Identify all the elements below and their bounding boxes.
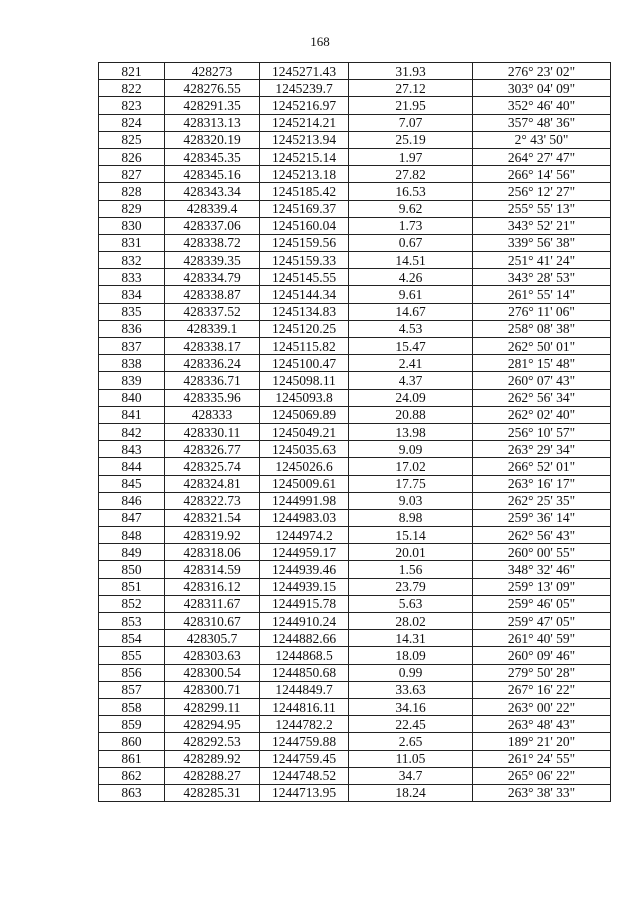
point-number-cell: 843 <box>99 441 165 458</box>
table-row <box>99 166 611 183</box>
distance-cell: 22.45 <box>349 716 473 733</box>
bearing-cell: 260° 07' 43" <box>473 372 611 389</box>
point-number-cell: 853 <box>99 613 165 630</box>
y-coordinate-cell: 1245009.61 <box>260 475 349 492</box>
distance-cell: 11.05 <box>349 750 473 767</box>
x-coordinate-cell: 428334.79 <box>165 269 260 286</box>
table-row <box>99 286 611 303</box>
y-coordinate-cell: 1245271.43 <box>260 63 349 80</box>
bearing-cell: 258° 08' 38" <box>473 320 611 337</box>
table-row <box>99 80 611 97</box>
table-row <box>99 338 611 355</box>
y-coordinate-cell: 1244816.11 <box>260 698 349 715</box>
distance-cell: 20.88 <box>349 406 473 423</box>
table-row <box>99 664 611 681</box>
bearing-cell: 189° 21' 20" <box>473 733 611 750</box>
x-coordinate-cell: 428336.71 <box>165 372 260 389</box>
bearing-cell: 276° 23' 02" <box>473 63 611 80</box>
table-row <box>99 578 611 595</box>
point-number-cell: 837 <box>99 338 165 355</box>
y-coordinate-cell: 1245160.04 <box>260 217 349 234</box>
distance-cell: 0.67 <box>349 234 473 251</box>
table-row <box>99 372 611 389</box>
y-coordinate-cell: 1244713.95 <box>260 784 349 801</box>
bearing-cell: 264° 27' 47" <box>473 148 611 165</box>
y-coordinate-cell: 1244850.68 <box>260 664 349 681</box>
table-row <box>99 423 611 440</box>
point-number-cell: 821 <box>99 63 165 80</box>
table-row <box>99 509 611 526</box>
x-coordinate-cell: 428336.24 <box>165 355 260 372</box>
table-row <box>99 200 611 217</box>
distance-cell: 34.7 <box>349 767 473 784</box>
table-row <box>99 750 611 767</box>
distance-cell: 17.75 <box>349 475 473 492</box>
table-row <box>99 148 611 165</box>
bearing-cell: 259° 36' 14" <box>473 509 611 526</box>
table-row <box>99 234 611 251</box>
y-coordinate-cell: 1244915.78 <box>260 595 349 612</box>
table-row <box>99 595 611 612</box>
x-coordinate-cell: 428325.74 <box>165 458 260 475</box>
x-coordinate-cell: 428339.4 <box>165 200 260 217</box>
distance-cell: 7.07 <box>349 114 473 131</box>
distance-cell: 24.09 <box>349 389 473 406</box>
bearing-cell: 259° 46' 05" <box>473 595 611 612</box>
x-coordinate-cell: 428288.27 <box>165 767 260 784</box>
y-coordinate-cell: 1245213.18 <box>260 166 349 183</box>
table-row <box>99 320 611 337</box>
x-coordinate-cell: 428343.34 <box>165 183 260 200</box>
bearing-cell: 261° 55' 14" <box>473 286 611 303</box>
distance-cell: 13.98 <box>349 423 473 440</box>
point-number-cell: 844 <box>99 458 165 475</box>
distance-cell: 16.53 <box>349 183 473 200</box>
distance-cell: 27.82 <box>349 166 473 183</box>
point-number-cell: 846 <box>99 492 165 509</box>
bearing-cell: 279° 50' 28" <box>473 664 611 681</box>
bearing-cell: 262° 50' 01" <box>473 338 611 355</box>
y-coordinate-cell: 1245169.37 <box>260 200 349 217</box>
distance-cell: 18.09 <box>349 647 473 664</box>
point-number-cell: 825 <box>99 131 165 148</box>
table-row <box>99 647 611 664</box>
distance-cell: 2.41 <box>349 355 473 372</box>
point-number-cell: 863 <box>99 784 165 801</box>
x-coordinate-cell: 428339.35 <box>165 252 260 269</box>
bearing-cell: 263° 48' 43" <box>473 716 611 733</box>
point-number-cell: 854 <box>99 630 165 647</box>
distance-cell: 9.09 <box>349 441 473 458</box>
table-row <box>99 63 611 80</box>
y-coordinate-cell: 1245159.33 <box>260 252 349 269</box>
y-coordinate-cell: 1245144.34 <box>260 286 349 303</box>
point-number-cell: 848 <box>99 527 165 544</box>
y-coordinate-cell: 1244983.03 <box>260 509 349 526</box>
table-body <box>99 63 611 802</box>
bearing-cell: 260° 09' 46" <box>473 647 611 664</box>
bearing-cell: 261° 24' 55" <box>473 750 611 767</box>
y-coordinate-cell: 1245134.83 <box>260 303 349 320</box>
bearing-cell: 263° 00' 22" <box>473 698 611 715</box>
x-coordinate-cell: 428330.11 <box>165 423 260 440</box>
distance-cell: 33.63 <box>349 681 473 698</box>
y-coordinate-cell: 1244910.24 <box>260 613 349 630</box>
table-row <box>99 784 611 801</box>
bearing-cell: 263° 38' 33" <box>473 784 611 801</box>
table-row <box>99 527 611 544</box>
bearing-cell: 262° 02' 40" <box>473 406 611 423</box>
point-number-cell: 849 <box>99 544 165 561</box>
y-coordinate-cell: 1245049.21 <box>260 423 349 440</box>
y-coordinate-cell: 1245145.55 <box>260 269 349 286</box>
x-coordinate-cell: 428310.67 <box>165 613 260 630</box>
x-coordinate-cell: 428294.95 <box>165 716 260 733</box>
bearing-cell: 256° 10' 57" <box>473 423 611 440</box>
point-number-cell: 839 <box>99 372 165 389</box>
distance-cell: 21.95 <box>349 97 473 114</box>
point-number-cell: 852 <box>99 595 165 612</box>
point-number-cell: 841 <box>99 406 165 423</box>
distance-cell: 27.12 <box>349 80 473 97</box>
distance-cell: 9.03 <box>349 492 473 509</box>
point-number-cell: 838 <box>99 355 165 372</box>
y-coordinate-cell: 1244748.52 <box>260 767 349 784</box>
bearing-cell: 255° 55' 13" <box>473 200 611 217</box>
point-number-cell: 859 <box>99 716 165 733</box>
distance-cell: 5.63 <box>349 595 473 612</box>
distance-cell: 1.56 <box>349 561 473 578</box>
table-row <box>99 406 611 423</box>
bearing-cell: 261° 40' 59" <box>473 630 611 647</box>
point-number-cell: 851 <box>99 578 165 595</box>
x-coordinate-cell: 428311.67 <box>165 595 260 612</box>
y-coordinate-cell: 1245035.63 <box>260 441 349 458</box>
table-row <box>99 252 611 269</box>
point-number-cell: 856 <box>99 664 165 681</box>
x-coordinate-cell: 428320.19 <box>165 131 260 148</box>
x-coordinate-cell: 428273 <box>165 63 260 80</box>
point-number-cell: 830 <box>99 217 165 234</box>
bearing-cell: 343° 52' 21" <box>473 217 611 234</box>
point-number-cell: 828 <box>99 183 165 200</box>
x-coordinate-cell: 428335.96 <box>165 389 260 406</box>
y-coordinate-cell: 1244782.2 <box>260 716 349 733</box>
x-coordinate-cell: 428300.54 <box>165 664 260 681</box>
y-coordinate-cell: 1245239.7 <box>260 80 349 97</box>
distance-cell: 23.79 <box>349 578 473 595</box>
table-row <box>99 131 611 148</box>
table-row <box>99 733 611 750</box>
distance-cell: 9.61 <box>349 286 473 303</box>
distance-cell: 25.19 <box>349 131 473 148</box>
table-row <box>99 355 611 372</box>
x-coordinate-cell: 428338.17 <box>165 338 260 355</box>
y-coordinate-cell: 1244849.7 <box>260 681 349 698</box>
bearing-cell: 266° 52' 01" <box>473 458 611 475</box>
bearing-cell: 263° 16' 17" <box>473 475 611 492</box>
distance-cell: 18.24 <box>349 784 473 801</box>
y-coordinate-cell: 1245215.14 <box>260 148 349 165</box>
x-coordinate-cell: 428322.73 <box>165 492 260 509</box>
x-coordinate-cell: 428345.35 <box>165 148 260 165</box>
bearing-cell: 259° 47' 05" <box>473 613 611 630</box>
bearing-cell: 276° 11' 06" <box>473 303 611 320</box>
y-coordinate-cell: 1244759.45 <box>260 750 349 767</box>
point-number-cell: 860 <box>99 733 165 750</box>
bearing-cell: 352° 46' 40" <box>473 97 611 114</box>
x-coordinate-cell: 428337.06 <box>165 217 260 234</box>
y-coordinate-cell: 1245098.11 <box>260 372 349 389</box>
y-coordinate-cell: 1245069.89 <box>260 406 349 423</box>
x-coordinate-cell: 428319.92 <box>165 527 260 544</box>
y-coordinate-cell: 1245120.25 <box>260 320 349 337</box>
point-number-cell: 826 <box>99 148 165 165</box>
point-number-cell: 862 <box>99 767 165 784</box>
table-row <box>99 269 611 286</box>
bearing-cell: 251° 41' 24" <box>473 252 611 269</box>
bearing-cell: 262° 56' 43" <box>473 527 611 544</box>
bearing-cell: 339° 56' 38" <box>473 234 611 251</box>
x-coordinate-cell: 428345.16 <box>165 166 260 183</box>
table-row <box>99 681 611 698</box>
y-coordinate-cell: 1244939.15 <box>260 578 349 595</box>
bearing-cell: 260° 00' 55" <box>473 544 611 561</box>
table-row <box>99 183 611 200</box>
y-coordinate-cell: 1244939.46 <box>260 561 349 578</box>
bearing-cell: 256° 12' 27" <box>473 183 611 200</box>
y-coordinate-cell: 1244882.66 <box>260 630 349 647</box>
x-coordinate-cell: 428326.77 <box>165 441 260 458</box>
bearing-cell: 266° 14' 56" <box>473 166 611 183</box>
x-coordinate-cell: 428324.81 <box>165 475 260 492</box>
point-number-cell: 834 <box>99 286 165 303</box>
point-number-cell: 858 <box>99 698 165 715</box>
distance-cell: 20.01 <box>349 544 473 561</box>
x-coordinate-cell: 428337.52 <box>165 303 260 320</box>
table-row <box>99 303 611 320</box>
table-row <box>99 114 611 131</box>
point-number-cell: 832 <box>99 252 165 269</box>
table-row <box>99 716 611 733</box>
distance-cell: 14.51 <box>349 252 473 269</box>
x-coordinate-cell: 428299.11 <box>165 698 260 715</box>
point-number-cell: 861 <box>99 750 165 767</box>
distance-cell: 14.67 <box>349 303 473 320</box>
point-number-cell: 842 <box>99 423 165 440</box>
distance-cell: 34.16 <box>349 698 473 715</box>
x-coordinate-cell: 428314.59 <box>165 561 260 578</box>
x-coordinate-cell: 428338.87 <box>165 286 260 303</box>
bearing-cell: 357° 48' 36" <box>473 114 611 131</box>
x-coordinate-cell: 428321.54 <box>165 509 260 526</box>
distance-cell: 31.93 <box>349 63 473 80</box>
y-coordinate-cell: 1245093.8 <box>260 389 349 406</box>
distance-cell: 9.62 <box>349 200 473 217</box>
point-number-cell: 829 <box>99 200 165 217</box>
bearing-cell: 343° 28' 53" <box>473 269 611 286</box>
x-coordinate-cell: 428338.72 <box>165 234 260 251</box>
point-number-cell: 855 <box>99 647 165 664</box>
page-number: 168 <box>310 34 330 49</box>
point-number-cell: 857 <box>99 681 165 698</box>
x-coordinate-cell: 428300.71 <box>165 681 260 698</box>
table-row <box>99 613 611 630</box>
y-coordinate-cell: 1245185.42 <box>260 183 349 200</box>
distance-cell: 15.47 <box>349 338 473 355</box>
table-row <box>99 389 611 406</box>
x-coordinate-cell: 428333 <box>165 406 260 423</box>
table-row <box>99 561 611 578</box>
x-coordinate-cell: 428318.06 <box>165 544 260 561</box>
point-number-cell: 823 <box>99 97 165 114</box>
table-row <box>99 441 611 458</box>
y-coordinate-cell: 1245159.56 <box>260 234 349 251</box>
distance-cell: 2.65 <box>349 733 473 750</box>
x-coordinate-cell: 428303.63 <box>165 647 260 664</box>
distance-cell: 8.98 <box>349 509 473 526</box>
y-coordinate-cell: 1245214.21 <box>260 114 349 131</box>
point-number-cell: 840 <box>99 389 165 406</box>
table-row <box>99 492 611 509</box>
table-row <box>99 630 611 647</box>
table-row <box>99 698 611 715</box>
bearing-cell: 265° 06' 22" <box>473 767 611 784</box>
bearing-cell: 303° 04' 09" <box>473 80 611 97</box>
y-coordinate-cell: 1244974.2 <box>260 527 349 544</box>
distance-cell: 0.99 <box>349 664 473 681</box>
x-coordinate-cell: 428305.7 <box>165 630 260 647</box>
y-coordinate-cell: 1245100.47 <box>260 355 349 372</box>
distance-cell: 4.26 <box>349 269 473 286</box>
x-coordinate-cell: 428276.55 <box>165 80 260 97</box>
point-number-cell: 827 <box>99 166 165 183</box>
y-coordinate-cell: 1245026.6 <box>260 458 349 475</box>
bearing-cell: 281° 15' 48" <box>473 355 611 372</box>
distance-cell: 4.37 <box>349 372 473 389</box>
bearing-cell: 259° 13' 09" <box>473 578 611 595</box>
x-coordinate-cell: 428285.31 <box>165 784 260 801</box>
x-coordinate-cell: 428313.13 <box>165 114 260 131</box>
distance-cell: 28.02 <box>349 613 473 630</box>
distance-cell: 17.02 <box>349 458 473 475</box>
distance-cell: 1.73 <box>349 217 473 234</box>
distance-cell: 15.14 <box>349 527 473 544</box>
bearing-cell: 263° 29' 34" <box>473 441 611 458</box>
x-coordinate-cell: 428316.12 <box>165 578 260 595</box>
table-row <box>99 97 611 114</box>
table-row <box>99 767 611 784</box>
point-number-cell: 835 <box>99 303 165 320</box>
y-coordinate-cell: 1244959.17 <box>260 544 349 561</box>
point-number-cell: 847 <box>99 509 165 526</box>
distance-cell: 4.53 <box>349 320 473 337</box>
table-row <box>99 544 611 561</box>
point-number-cell: 845 <box>99 475 165 492</box>
x-coordinate-cell: 428339.1 <box>165 320 260 337</box>
point-number-cell: 833 <box>99 269 165 286</box>
y-coordinate-cell: 1244759.88 <box>260 733 349 750</box>
y-coordinate-cell: 1244868.5 <box>260 647 349 664</box>
coordinates-table <box>98 62 611 802</box>
y-coordinate-cell: 1244991.98 <box>260 492 349 509</box>
x-coordinate-cell: 428291.35 <box>165 97 260 114</box>
bearing-cell: 262° 56' 34" <box>473 389 611 406</box>
point-number-cell: 824 <box>99 114 165 131</box>
point-number-cell: 831 <box>99 234 165 251</box>
x-coordinate-cell: 428289.92 <box>165 750 260 767</box>
bearing-cell: 267° 16' 22" <box>473 681 611 698</box>
table-row <box>99 475 611 492</box>
table-row <box>99 217 611 234</box>
y-coordinate-cell: 1245213.94 <box>260 131 349 148</box>
y-coordinate-cell: 1245115.82 <box>260 338 349 355</box>
point-number-cell: 850 <box>99 561 165 578</box>
x-coordinate-cell: 428292.53 <box>165 733 260 750</box>
distance-cell: 14.31 <box>349 630 473 647</box>
bearing-cell: 2° 43' 50" <box>473 131 611 148</box>
bearing-cell: 348° 32' 46" <box>473 561 611 578</box>
distance-cell: 1.97 <box>349 148 473 165</box>
table-row <box>99 458 611 475</box>
y-coordinate-cell: 1245216.97 <box>260 97 349 114</box>
point-number-cell: 822 <box>99 80 165 97</box>
bearing-cell: 262° 25' 35" <box>473 492 611 509</box>
point-number-cell: 836 <box>99 320 165 337</box>
